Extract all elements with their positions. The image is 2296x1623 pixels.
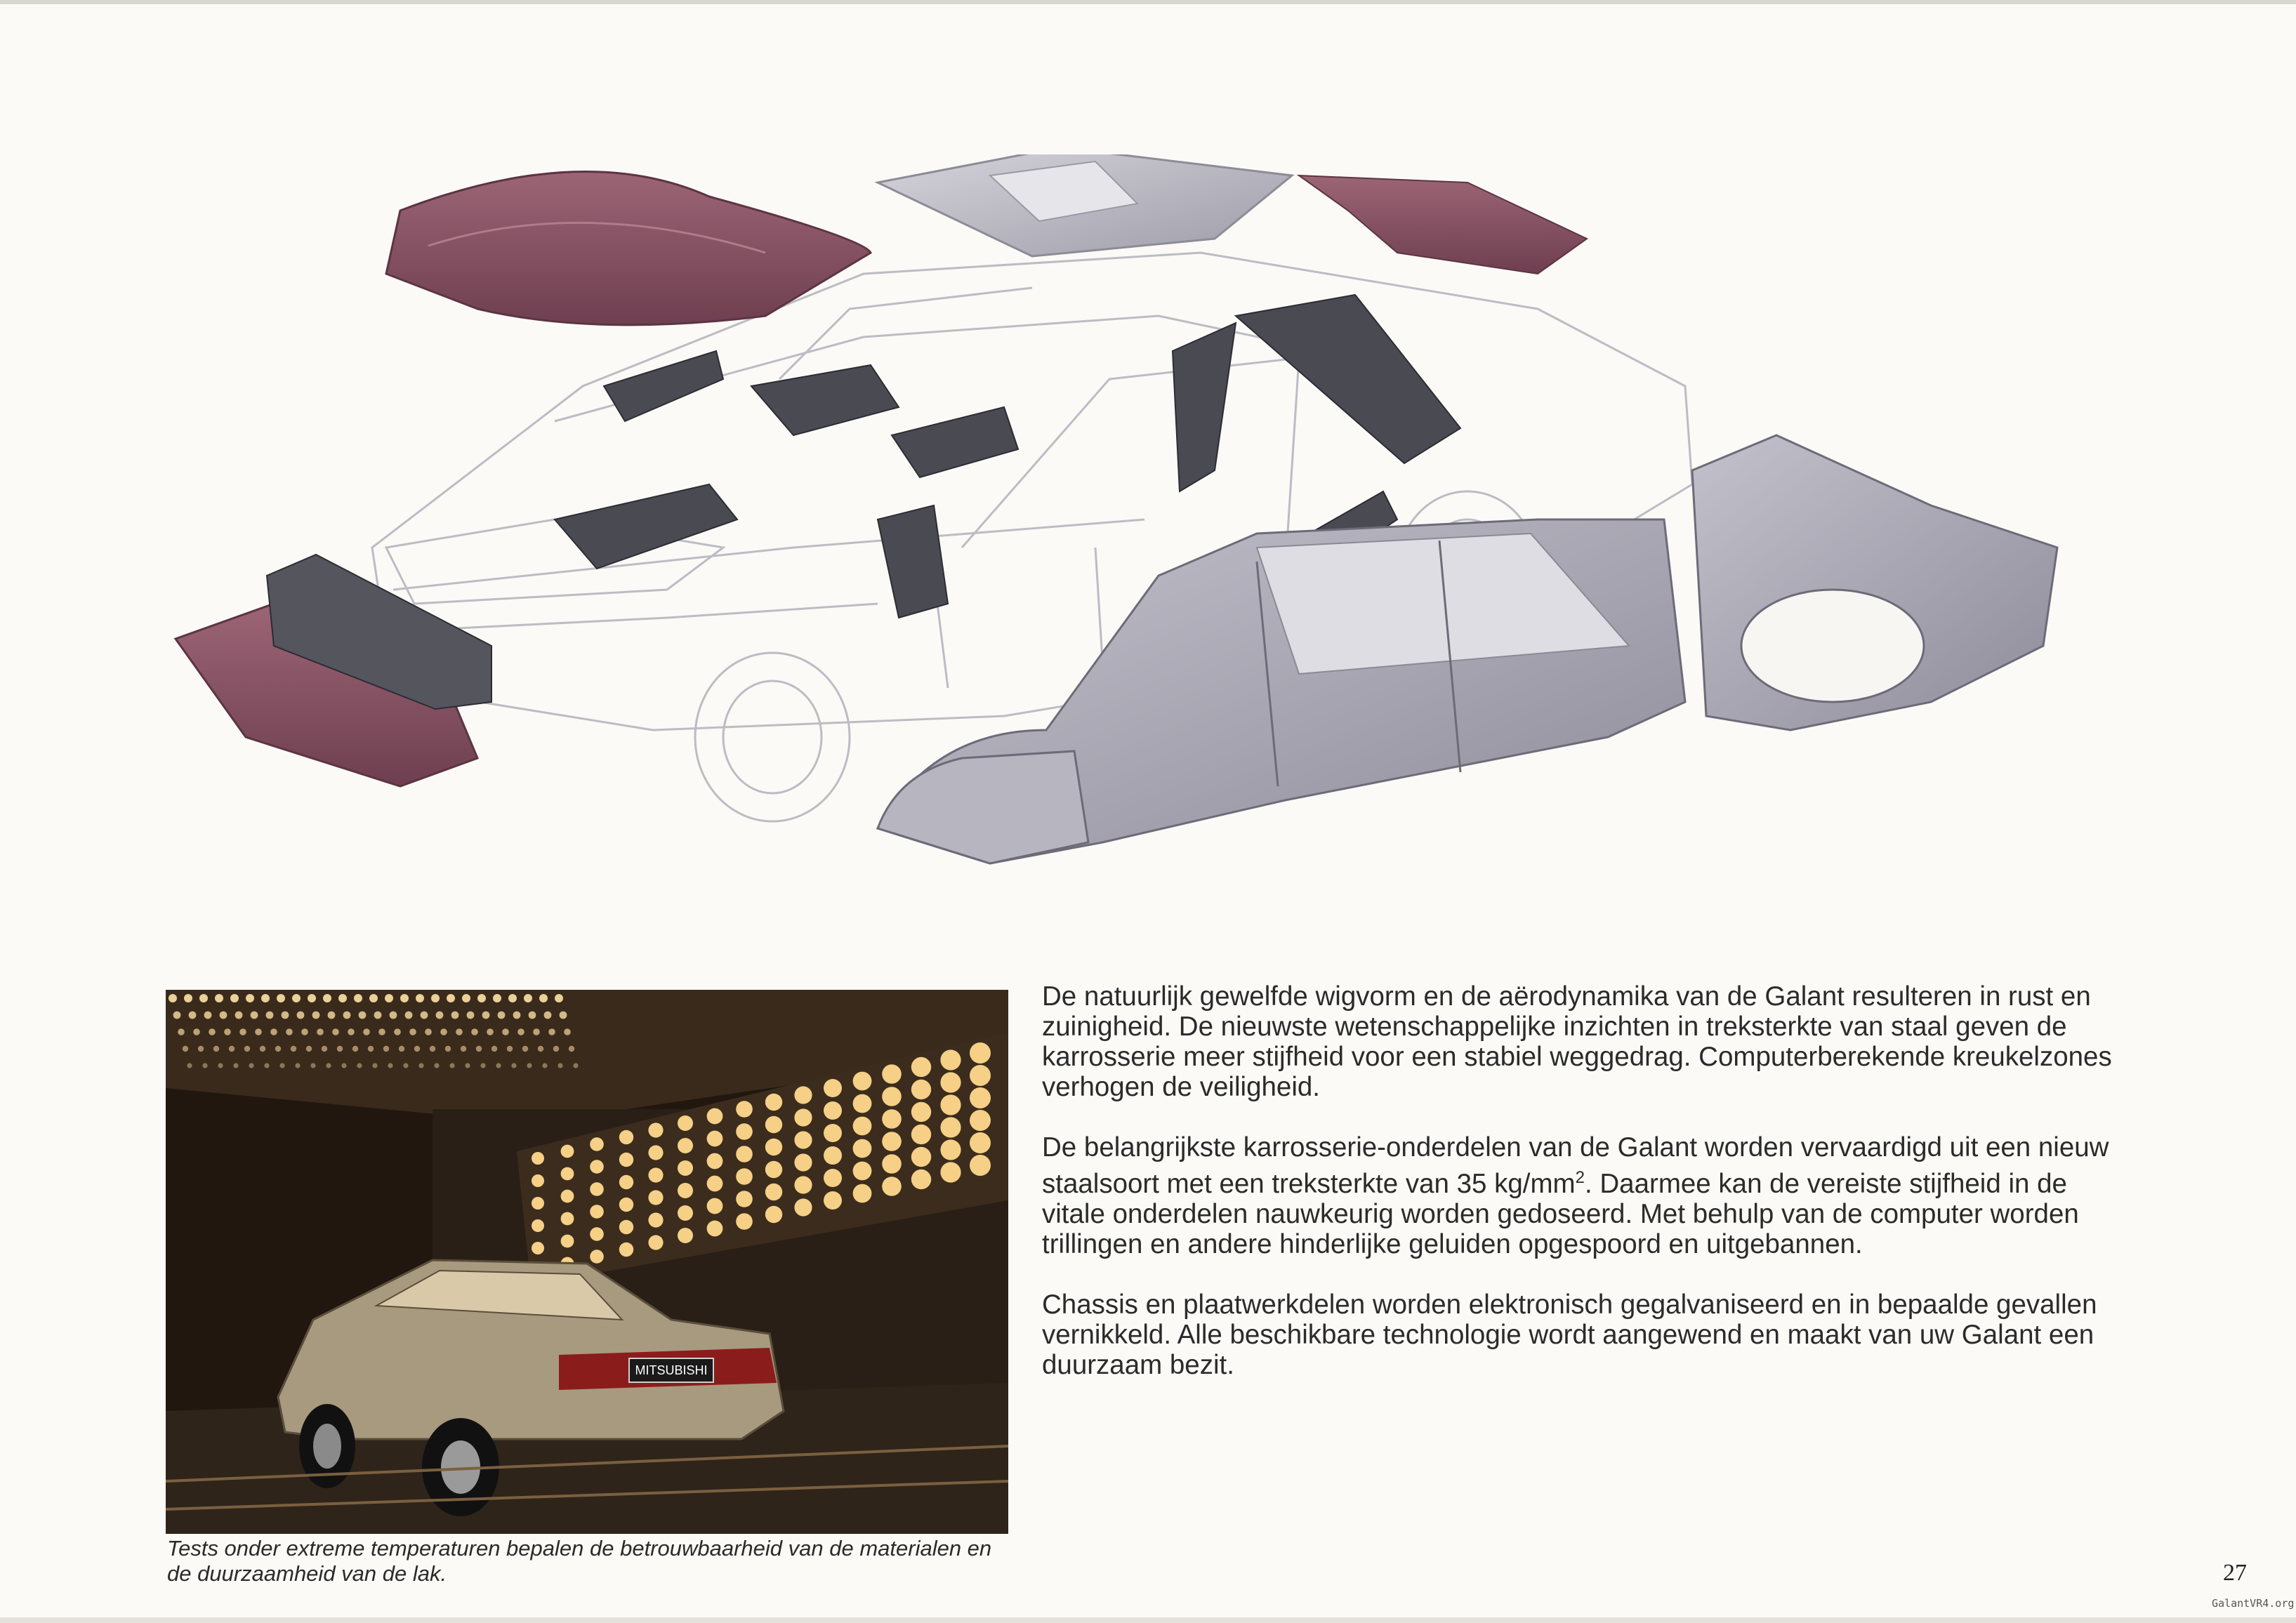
wall-lamp	[970, 1132, 991, 1153]
ceiling-lamp	[539, 994, 548, 1002]
wall-lamp	[561, 1190, 574, 1203]
wall-lamp	[824, 1191, 842, 1210]
wall-lamp	[765, 1184, 782, 1200]
wall-lamp	[853, 1072, 872, 1091]
ceiling-lamp	[480, 1063, 485, 1068]
wall-lamp	[619, 1175, 633, 1189]
ceiling-lamp	[467, 1012, 475, 1019]
wall-lamp	[648, 1212, 663, 1227]
ceiling-lamp	[209, 1028, 216, 1035]
wall-lamp	[678, 1160, 693, 1176]
ceiling-lamp	[436, 1012, 444, 1019]
wall-lamp	[794, 1153, 812, 1171]
wall-lamp	[707, 1153, 723, 1170]
ceiling-lamp	[341, 1063, 346, 1068]
wall-lamp	[561, 1145, 574, 1158]
ceiling-lamp	[230, 994, 239, 1002]
ceiling-lamp	[449, 1063, 454, 1068]
ceiling-lamp	[378, 1028, 385, 1035]
ceiling-lamp	[368, 1046, 374, 1052]
wall-lamp	[940, 1117, 961, 1137]
ceiling-lamp	[385, 994, 393, 1002]
ceiling-lamp	[517, 1028, 524, 1035]
paragraph-2-part-1: De belangrijkste karrosserie-onderdelen van de Galant worden vervaardigd uit een nieuw staalsoort met een treksterkte van 35 kg/mm	[1042, 1132, 2109, 1199]
ceiling-lamp	[224, 1028, 231, 1035]
ceiling-lamp	[493, 994, 501, 1002]
ceiling-lamp	[548, 1028, 555, 1035]
ceiling-lamp	[445, 1046, 451, 1052]
ceiling-lamp	[383, 1046, 389, 1052]
ceiling-lamp	[451, 1012, 459, 1019]
ceiling-lamp	[189, 1012, 197, 1019]
ceiling-lamp	[277, 994, 285, 1002]
ceiling-lamp	[456, 1028, 463, 1035]
page-edge-top	[0, 0, 2296, 4]
ceiling-lamp	[533, 1028, 540, 1035]
ceiling-lamp	[312, 1012, 320, 1019]
photo-caption: Tests onder extreme temperaturen bepalen de betrouwbaarheid van de materialen en de duurzaamheid van de lak.	[167, 1536, 992, 1586]
wall-lamp	[911, 1125, 931, 1144]
wall-lamp	[794, 1176, 812, 1193]
ceiling-lamp	[183, 1046, 188, 1052]
wall-lamp	[590, 1227, 604, 1241]
ceiling-lamp	[317, 1028, 324, 1035]
wall-lamp	[794, 1108, 812, 1126]
ceiling-lamp	[403, 1063, 408, 1068]
wall-lamp	[648, 1122, 663, 1137]
wall-lamp	[648, 1235, 663, 1250]
wall-lamp	[824, 1079, 842, 1097]
ceiling-lamp	[187, 1063, 192, 1068]
wall-lamp	[882, 1177, 902, 1196]
wall-lamp	[590, 1160, 604, 1174]
wall-lamp	[794, 1198, 812, 1216]
ceiling-lamp	[529, 1012, 536, 1019]
ceiling-lamp	[239, 1028, 246, 1035]
wall-lamp	[561, 1212, 574, 1226]
wall-lamp	[765, 1094, 782, 1111]
wall-lamp	[678, 1205, 693, 1221]
wall-lamp	[736, 1213, 753, 1230]
ceiling-lamp	[390, 1012, 397, 1019]
paragraph-2	[1042, 1132, 2137, 1259]
ceiling-lamp	[173, 1012, 181, 1019]
ceiling-lamp	[306, 1046, 312, 1052]
ceiling-lamp	[357, 1063, 362, 1068]
ceiling-lamp	[301, 1028, 308, 1035]
ceiling-lamp	[220, 1012, 227, 1019]
ceiling-lamp	[292, 994, 301, 1002]
ceiling-lamp	[291, 1046, 296, 1052]
ceiling-lamp	[204, 1012, 212, 1019]
ceiling-lamp	[369, 994, 378, 1002]
ceiling-lamp	[218, 1063, 223, 1068]
wall-lamp	[882, 1064, 902, 1084]
ceiling-lamp	[471, 1028, 478, 1035]
wall-lamp	[707, 1198, 723, 1214]
wall-lamp	[882, 1132, 902, 1151]
ceiling-lamp	[270, 1028, 277, 1035]
wall-lamp	[765, 1206, 782, 1223]
ceiling-lamp	[482, 1012, 490, 1019]
wall-lamp	[911, 1170, 931, 1189]
ceiling-lamp	[229, 1046, 235, 1052]
site-watermark: GalantVR4.org	[2212, 1597, 2295, 1610]
ceiling-lamp	[337, 1046, 343, 1052]
ceiling-lamp	[421, 1012, 428, 1019]
ceiling-lamp	[409, 1028, 416, 1035]
ceiling-lamp	[246, 994, 254, 1002]
ceiling-lamp	[266, 1012, 274, 1019]
ceiling-lamp	[447, 994, 455, 1002]
wall-lamp	[940, 1049, 961, 1070]
body-text	[1042, 981, 2137, 1410]
wall-lamp	[619, 1198, 633, 1212]
wall-lamp	[619, 1243, 633, 1257]
ceiling-lamp	[235, 1012, 243, 1019]
wall-lamp	[765, 1116, 782, 1133]
paragraph-2-part-2: . Daarmee kan de vereiste stijfheid in de vitale onderdelen nauwkeurig worden gedoseerd. Met behulp van de computer worden trillingen en andere hinderlijke geluiden opgespoord en uitgebannen.	[1042, 1168, 2079, 1259]
ceiling-lamp	[354, 994, 362, 1002]
ceiling-lamp	[564, 1028, 571, 1035]
wall-lamp	[911, 1080, 931, 1099]
wall-lamp	[561, 1235, 574, 1248]
ceiling-lamp	[264, 1063, 269, 1068]
wall-lamp	[648, 1145, 663, 1160]
ceiling-lamp	[487, 1028, 494, 1035]
wall-lamp	[911, 1102, 931, 1122]
ceiling-lamp	[544, 1012, 552, 1019]
wall-lamp	[707, 1221, 723, 1237]
wall-lamp	[532, 1242, 544, 1254]
wall-lamp	[794, 1131, 812, 1148]
climate-chamber-photo	[166, 990, 1008, 1534]
wall-lamp	[532, 1152, 544, 1165]
wall-lamp	[940, 1094, 961, 1115]
wall-lamp	[970, 1042, 991, 1064]
ceiling-lamp	[569, 1046, 574, 1052]
ceiling-lamp	[434, 1063, 439, 1068]
ceiling-lamp	[178, 1028, 185, 1035]
license-plate-text: MITSUBISHI	[635, 1363, 708, 1377]
wall-lamp	[532, 1197, 544, 1210]
ceiling-lamp	[477, 994, 486, 1002]
paragraph-2-superscript: 2	[1575, 1168, 1585, 1187]
ceiling-lamp	[326, 1063, 331, 1068]
ceiling-lamp	[199, 994, 208, 1002]
ceiling-lamp	[193, 1028, 200, 1035]
wall-lamp	[736, 1191, 753, 1207]
wall-lamp	[765, 1139, 782, 1155]
ceiling-lamp	[279, 1063, 284, 1068]
ceiling-lamp	[372, 1063, 377, 1068]
ceiling-lamp	[522, 1046, 528, 1052]
wall-lamp	[940, 1139, 961, 1160]
ceiling-lamp	[244, 1046, 250, 1052]
wall-lamp	[970, 1155, 991, 1176]
wall-lamp	[882, 1087, 902, 1106]
wall-lamp	[824, 1146, 842, 1165]
ceiling-lamp	[359, 1012, 367, 1019]
wall-lamp	[619, 1220, 633, 1234]
wall-lamp	[532, 1219, 544, 1232]
wall-lamp	[911, 1147, 931, 1167]
wall-lamp	[678, 1115, 693, 1131]
ceiling-lamp	[430, 1046, 435, 1052]
ceiling-lamp	[425, 1028, 432, 1035]
wall-lamp	[853, 1162, 872, 1181]
ceiling-lamp	[348, 1028, 355, 1035]
wall-lamp	[678, 1138, 693, 1153]
wall-lamp	[678, 1183, 693, 1198]
ceiling-lamp	[233, 1063, 238, 1068]
ceiling-lamp	[527, 1063, 532, 1068]
ceiling-lamp	[555, 994, 563, 1002]
ceiling-lamp	[557, 1063, 562, 1068]
ceiling-lamp	[405, 1012, 413, 1019]
ceiling-lamp	[282, 1012, 289, 1019]
ceiling-lamp	[511, 1063, 516, 1068]
wall-lamp	[824, 1124, 842, 1142]
ceiling-lamp	[198, 1046, 204, 1052]
wall-lamp	[765, 1161, 782, 1178]
wall-lamp	[532, 1174, 544, 1187]
ceiling-lamp	[476, 1046, 482, 1052]
ceiling-lamp	[388, 1063, 392, 1068]
wall-lamp	[561, 1167, 574, 1181]
paragraph-1: De natuurlijk gewelfde wigvorm en de aërodynamika van de Galant resulteren in rust en zuinigheid. De nieuwste wetenschappelijke inzichten in treksterkte van staal geven de karrosserie meer stijfheid voor een stabiel weggedrag. Computerberekende kreukelzones verhogen de veiligheid.	[1042, 981, 2112, 1102]
ceiling-lamp	[338, 994, 347, 1002]
ceiling-lamp	[328, 1012, 336, 1019]
wall-lamp	[619, 1130, 633, 1144]
wall-lamp	[824, 1101, 842, 1120]
wall-lamp	[970, 1087, 991, 1108]
ceiling-lamp	[363, 1028, 370, 1035]
ceiling-lamp	[542, 1063, 547, 1068]
page-edge-bottom	[0, 1617, 2296, 1623]
wall-lamp	[940, 1162, 961, 1182]
wall-lamp	[648, 1167, 663, 1182]
ceiling-lamp	[249, 1063, 253, 1068]
ceiling-lamp	[169, 994, 177, 1002]
wall-lamp	[619, 1153, 633, 1167]
ceiling-lamp	[513, 1012, 521, 1019]
ceiling-lamp	[508, 994, 517, 1002]
wall-lamp	[648, 1190, 663, 1205]
ceiling-lamp	[418, 1063, 423, 1068]
wall-lamp	[590, 1205, 604, 1219]
wall-lamp	[707, 1131, 723, 1147]
ceiling-lamp	[431, 994, 440, 1002]
wall-lamp	[678, 1228, 693, 1243]
ceiling-lamp	[295, 1063, 300, 1068]
ceiling-lamp	[323, 994, 331, 1002]
wall-lamp	[853, 1139, 872, 1158]
ceiling-lamp	[573, 1063, 578, 1068]
ceiling-lamp	[502, 1028, 509, 1035]
wall-lamp	[882, 1109, 902, 1129]
ceiling-lamp	[496, 1063, 501, 1068]
ceiling-lamp	[213, 1046, 219, 1052]
wall-lamp	[970, 1065, 991, 1086]
ceiling-lamp	[399, 1046, 404, 1052]
wall-lamp	[853, 1184, 872, 1203]
ceiling-lamp	[297, 1012, 305, 1019]
ceiling-lamp	[538, 1046, 543, 1052]
ceiling-lamp	[260, 1046, 265, 1052]
wall-lamp	[824, 1169, 842, 1187]
wall-lamp	[736, 1146, 753, 1162]
wall-lamp	[707, 1108, 723, 1125]
wall-lamp	[590, 1182, 604, 1196]
ceiling-lamp	[184, 994, 192, 1002]
ceiling-lamp	[255, 1028, 262, 1035]
ceiling-lamp	[275, 1046, 281, 1052]
wall-lamp	[736, 1168, 753, 1185]
ceiling-lamp	[202, 1063, 207, 1068]
ceiling-lamp	[332, 1028, 339, 1035]
ceiling-lamp	[261, 994, 270, 1002]
ceiling-lamp	[440, 1028, 447, 1035]
wall-lamp	[940, 1072, 961, 1092]
ceiling-lamp	[308, 994, 316, 1002]
ceiling-lamp	[560, 1012, 567, 1019]
exploded-car-body-illustration	[161, 154, 2156, 941]
ceiling-lamp	[524, 994, 532, 1002]
ceiling-lamp	[215, 994, 223, 1002]
wall-lamp	[794, 1086, 812, 1104]
wall-lamp	[882, 1154, 902, 1174]
wall-lamp	[853, 1094, 872, 1113]
wall-lamp	[707, 1176, 723, 1192]
wall-lamp	[590, 1250, 604, 1264]
ceiling-lamp	[416, 994, 424, 1002]
wall-lamp	[590, 1137, 604, 1151]
ceiling-lamp	[394, 1028, 401, 1035]
wall-lamp	[736, 1101, 753, 1118]
ceiling-lamp	[461, 1046, 466, 1052]
wall-lamp	[736, 1123, 753, 1140]
ceiling-lamp	[352, 1046, 358, 1052]
wall-lamp	[853, 1117, 872, 1136]
paragraph-3: Chassis en plaatwerkdelen worden elektronisch gegalvaniseerd en in bepaalde gevallen vernikkeld. Alle beschikbare technologie wordt aangewend en maakt van uw Galant een duurzaam bezit.	[1042, 1289, 2097, 1380]
wall-lamp	[970, 1110, 991, 1131]
page-number: 27	[2223, 1560, 2247, 1586]
ceiling-lamp	[251, 1012, 258, 1019]
wall-lamp	[911, 1057, 931, 1077]
ceiling-lamp	[374, 1012, 382, 1019]
ceiling-lamp	[507, 1046, 513, 1052]
ceiling-lamp	[343, 1012, 351, 1019]
ceiling-lamp	[400, 994, 409, 1002]
ceiling-lamp	[462, 994, 470, 1002]
ceiling-lamp	[491, 1046, 497, 1052]
ceiling-lamp	[286, 1028, 293, 1035]
ceiling-lamp	[322, 1046, 327, 1052]
ceiling-lamp	[310, 1063, 315, 1068]
ceiling-lamp	[553, 1046, 559, 1052]
ceiling-lamp	[414, 1046, 420, 1052]
ceiling-lamp	[498, 1012, 506, 1019]
ceiling-lamp	[465, 1063, 470, 1068]
